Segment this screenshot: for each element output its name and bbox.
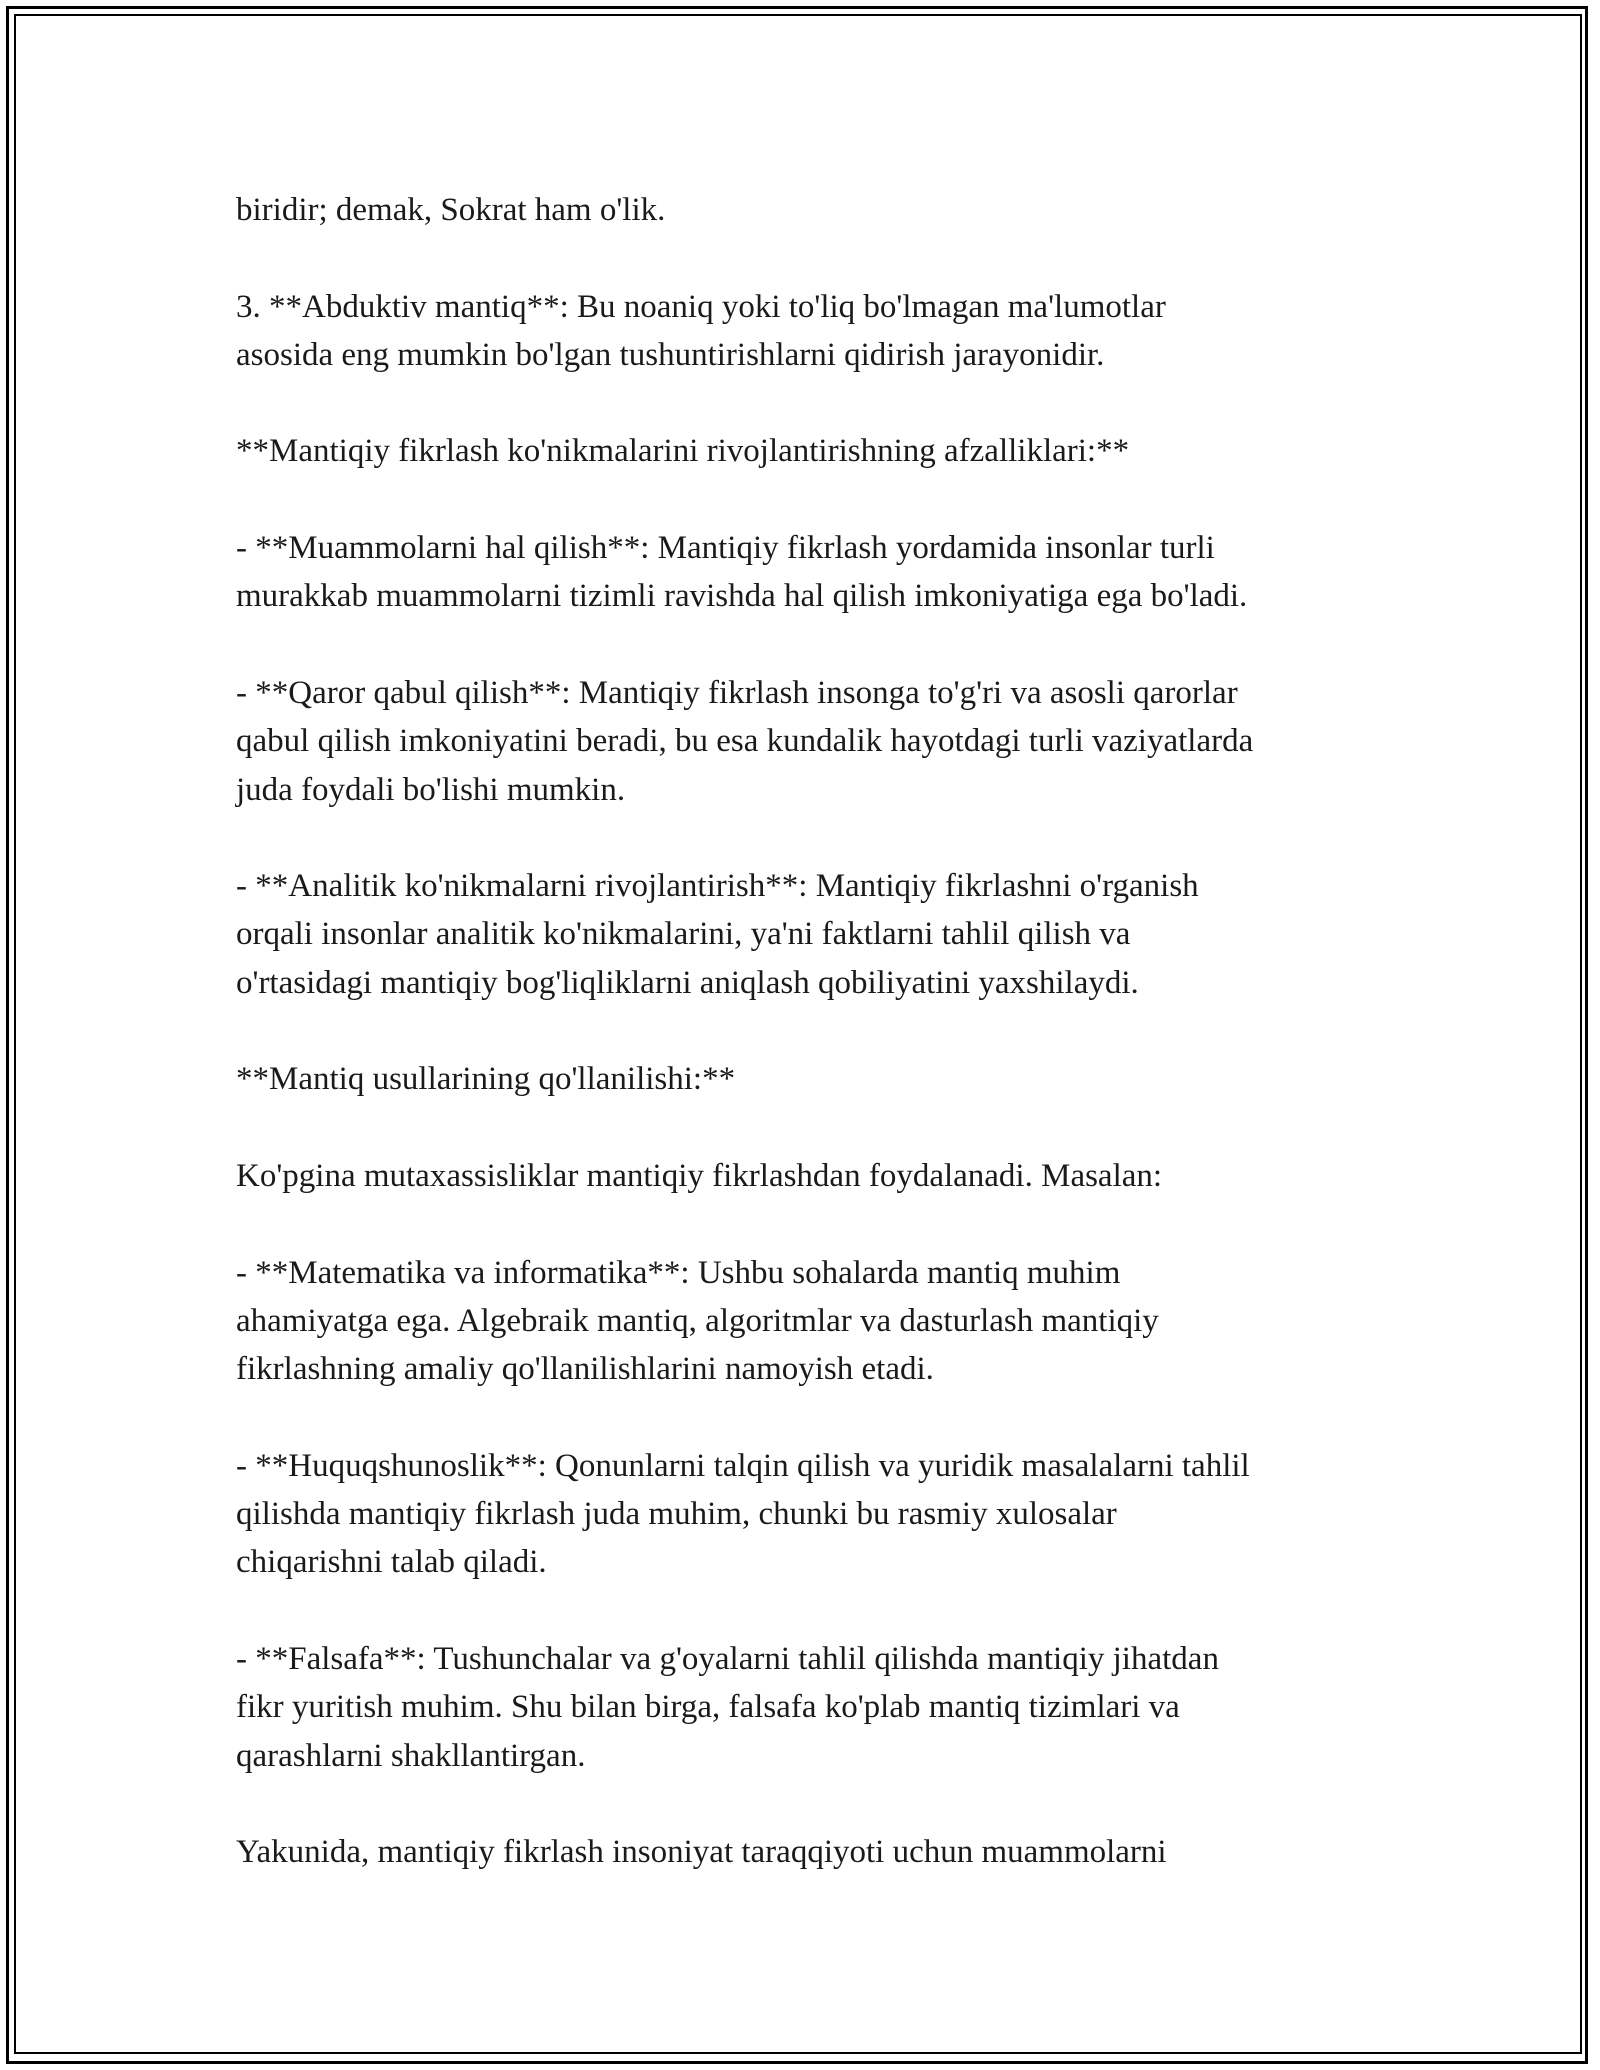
- paragraph-syllogism-end: biridir; demak, Sokrat ham o'lik.: [236, 192, 666, 228]
- paragraph-abductive-logic: 3. **Abduktiv mantiq**: Bu noaniq yoki to'liq bo'lmagan ma'lumotlar asosida eng mumkin bo'lgan tushuntirishlarni qidirish jarayonidir.: [236, 288, 1166, 373]
- list-item-problem-solving: - **Muammolarni hal qilish**: Mantiqiy fikrlash yordamida insonlar turli murakkab muammolarni tizimli ravishda hal qilish imkoniyatiga ega bo'ladi.: [236, 530, 1248, 615]
- list-item-philosophy: - **Falsafa**: Tushunchalar va g'oyalarni tahlil qilishda mantiqiy jihatdan fikr yuritish muhim. Shu bilan birga, falsafa ko'plab mantiq tizimlari va qarashlarni shakllantirgan.: [236, 1640, 1219, 1774]
- heading-applications: **Mantiq usullarining qo'llanilishi:**: [236, 1061, 736, 1098]
- list-item-mathematics: - **Matematika va informatika**: Ushbu sohalarda mantiq muhim ahamiyatga ega. Algebraik mantiq, algoritmlar va dasturlash mantiqiy fikrlashning amaliy qo'llanilishlarini namoyish etadi.: [236, 1254, 1159, 1388]
- paragraph-intro-applications: Ko'pgina mutaxassisliklar mantiqiy fikrlashdan foydalanadi. Masalan:: [236, 1157, 1163, 1194]
- list-item-law: - **Huquqshunoslik**: Qonunlarni talqin qilish va yuridik masalalarni tahlil qilishda mantiqiy fikrlash juda muhim, chunki bu rasmiy xulosalar chiqarishni talab qiladi.: [236, 1447, 1250, 1581]
- paragraph-conclusion: Yakunida, mantiqiy fikrlash insoniyat taraqqiyoti uchun muammolarni: [236, 1834, 1167, 1871]
- document-body: [236, 186, 1416, 1876]
- list-item-analytical-skills: - **Analitik ko'nikmalarni rivojlantirish**: Mantiqiy fikrlashni o'rganish orqali insonlar analitik ko'nikmalarini, ya'ni faktlarni tahlil qilish va o'rtasidagi mantiqiy bog'liqliklarni aniqlash qobiliyatini yaxshilaydi.: [236, 868, 1199, 1001]
- heading-benefits: **Mantiqiy fikrlash ko'nikmalarini rivojlantirishning afzalliklari:**: [236, 433, 1130, 470]
- list-item-decision-making: - **Qaror qabul qilish**: Mantiqiy fikrlash insonga to'g'ri va asosli qarorlar qabul qilish imkoniyatini beradi, bu esa kundalik hayotdagi turli vaziyatlarda juda foydali bo'lishi mumkin.: [236, 674, 1254, 808]
